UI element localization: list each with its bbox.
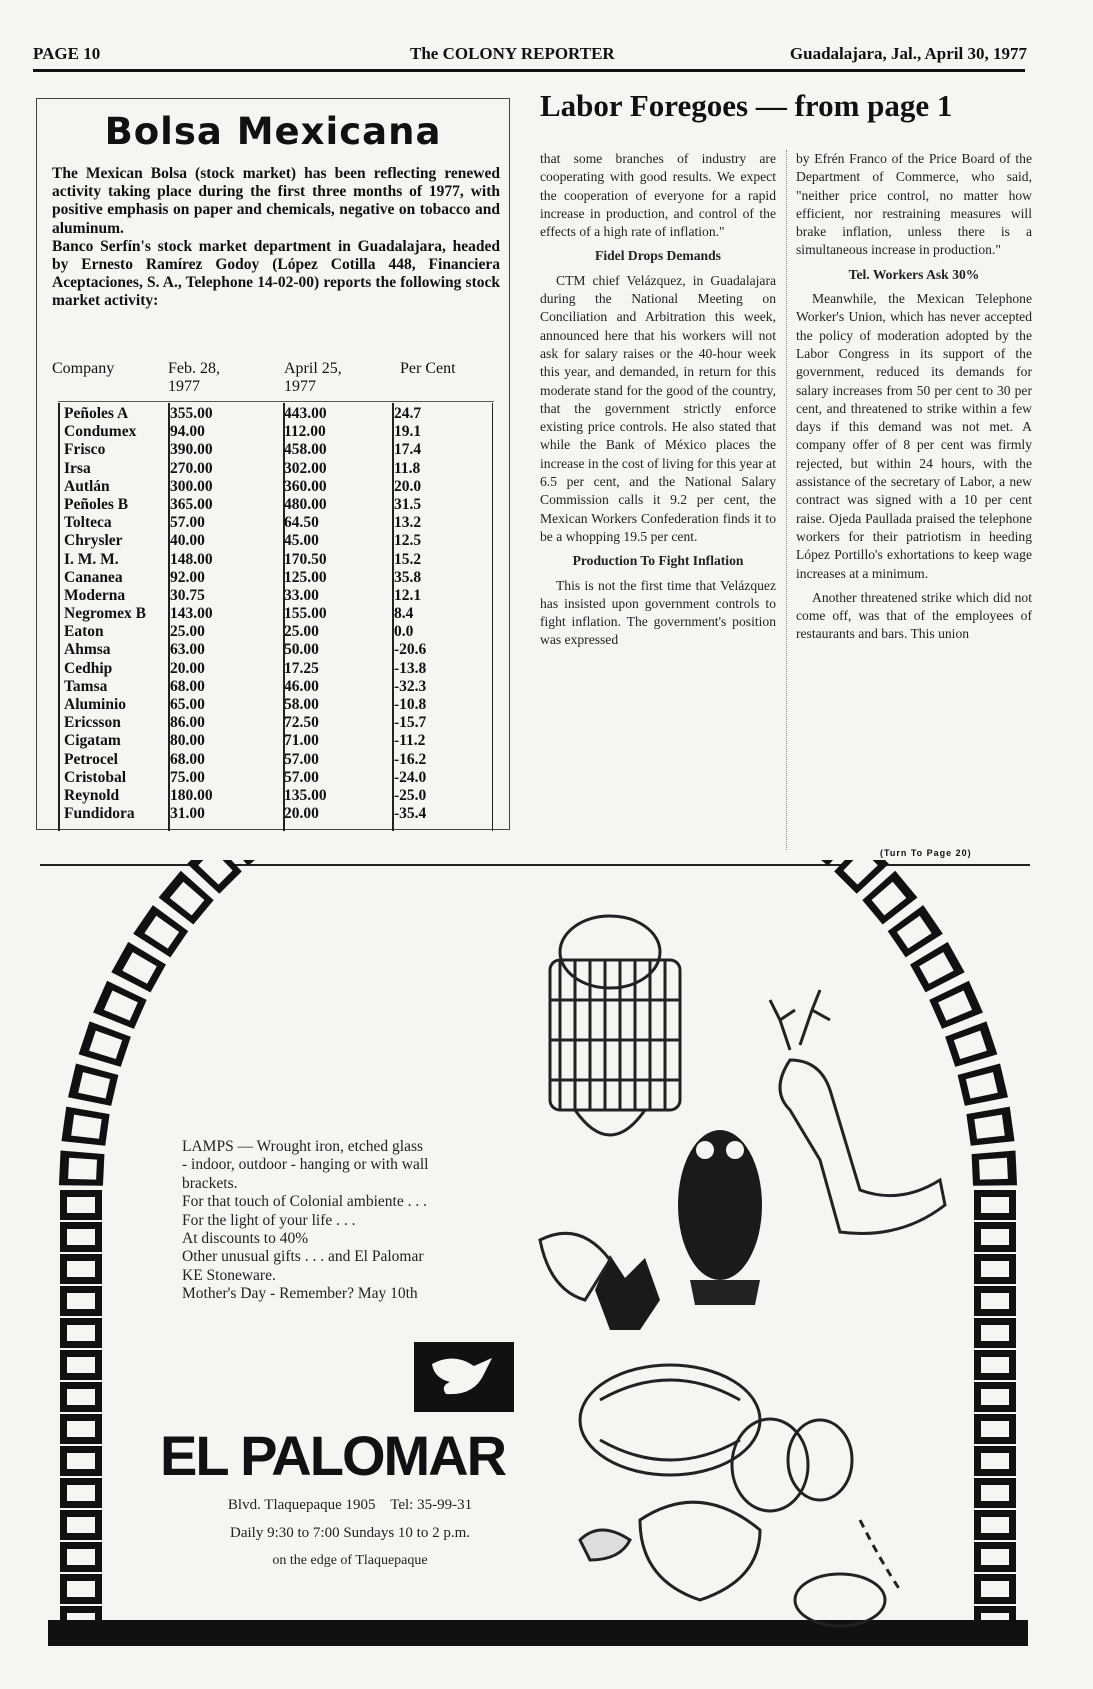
- stock-feb-price: 80.00: [170, 732, 205, 750]
- stock-company: Condumex: [64, 423, 137, 441]
- ad-copy-line: LAMPS — Wrought iron, etched glass: [182, 1138, 424, 1155]
- stock-april-price: 58.00: [284, 696, 319, 713]
- stock-percent-change: 11.8: [394, 459, 421, 477]
- arch-brick: [67, 1389, 95, 1405]
- owl-figurine-illustration: [678, 1130, 762, 1305]
- column-divider: [786, 150, 787, 850]
- arch-brick: [67, 1261, 95, 1277]
- stock-company: Cigatam: [64, 732, 121, 750]
- stock-row: [58, 551, 498, 569]
- arch-brick: [981, 1453, 1009, 1469]
- stock-row: [58, 569, 498, 587]
- stock-row: [58, 623, 498, 641]
- stock-percent-change: 17.4: [394, 441, 422, 459]
- stock-row: [58, 478, 498, 496]
- article-column-2: [796, 150, 1032, 650]
- stock-april-price: 57.00: [284, 750, 319, 768]
- stock-april-price: 72.50: [284, 714, 319, 732]
- stock-company: Frisco: [64, 441, 106, 459]
- stock-company: Tamsa: [64, 677, 108, 695]
- newspaper-name: The COLONY REPORTER: [410, 44, 615, 63]
- arch-brick: [981, 1357, 1009, 1373]
- stock-april-price: 71.00: [284, 732, 319, 750]
- stock-company: Ericsson: [64, 714, 121, 732]
- ad-copy-line: Mother's Day - Remember? May 10th: [182, 1285, 418, 1303]
- bolsa-paragraph-2: Banco Serfín's stock market department in Guadalajara, headed by Ernesto Ramírez Godoy (López Cotilla 448, Financiera Aceptaciones, S. A., Telephone 14-02-00) reports the following stock market activity:: [52, 237, 500, 310]
- masthead-rule: [33, 69, 1025, 72]
- stock-feb-price: 57.00: [170, 514, 205, 532]
- article-paragraph: This is not the first time that Velázquez has insisted upon government controls to fight inflation. The government's position was expressed: [540, 577, 776, 648]
- stock-company: Moderna: [64, 586, 126, 604]
- turn-to-page-note: (Turn To Page 20): [880, 848, 972, 858]
- arch-brick: [981, 1517, 1009, 1533]
- stock-percent-change: -16.2: [394, 750, 427, 768]
- ad-copy-line: brackets.: [182, 1174, 238, 1192]
- stock-percent-change: 19.1: [394, 423, 422, 441]
- arch-brick: [68, 1158, 97, 1180]
- arch-brick: [981, 1421, 1009, 1437]
- stock-feb-price: 75.00: [170, 768, 205, 786]
- stock-april-price: 50.00: [284, 641, 319, 659]
- article-paragraph: that some branches of industry are cooperating with good results. We expect the cooperation of everyone for a rapid increase in production, and control of the effects of a high rate of inflation.": [540, 151, 776, 240]
- article-paragraph: by Efrén Franco of the Price Board of the Department of Commerce, who said, "neither price control, no matter how efficient, nor restraining measures will brake inflation, unless there is a simultaneous increase in production.": [796, 151, 1032, 258]
- stock-percent-change: 24.7: [394, 405, 422, 422]
- arch-brick: [979, 1158, 1008, 1180]
- arch-brick: [67, 1357, 95, 1373]
- stock-company: Irsa: [64, 459, 91, 477]
- ad-hours: Daily 9:30 to 7:00 Sundays 10 to 2 p.m.: [230, 1525, 470, 1541]
- stock-percent-change: 0.0: [394, 623, 414, 641]
- article-subhead: Fidel Drops Demands: [595, 248, 721, 264]
- pottery-illustration: [580, 1365, 900, 1626]
- stock-row: [58, 696, 498, 714]
- stock-percent-change: 31.5: [394, 495, 422, 513]
- article-paragraph: Another threatened strike which did not come off, was that of the employees of restaurants and bars. This union: [796, 589, 1032, 642]
- stock-april-price: 17.25: [284, 659, 319, 677]
- stock-company: Cedhip: [64, 659, 113, 677]
- ad-copy-line: KE Stoneware.: [182, 1266, 276, 1284]
- dove-logo-icon: [414, 1342, 514, 1412]
- column-header-feb: Feb. 28, 1977: [168, 360, 220, 395]
- article-subhead: Tel. Workers Ask 30%: [848, 266, 980, 282]
- arch-brick: [981, 1261, 1009, 1277]
- arch-brick: [981, 1229, 1009, 1245]
- ad-copy-line: For the light of your life . . .: [182, 1211, 356, 1229]
- stock-row: [58, 805, 498, 823]
- stock-april-price: 64.50: [284, 514, 319, 532]
- ad-copy-line: Other unusual gifts . . . and El Palomar: [182, 1248, 424, 1266]
- stock-april-price: 135.00: [284, 786, 327, 804]
- stock-company: Cananea: [64, 568, 123, 586]
- stock-percent-change: 8.4: [394, 605, 414, 623]
- stock-percent-change: -24.0: [394, 768, 427, 786]
- stock-april-price: 45.00: [284, 532, 319, 550]
- arch-brick: [67, 1453, 95, 1469]
- stock-percent-change: -32.3: [394, 677, 427, 695]
- stock-april-price: 480.00: [284, 495, 327, 513]
- stock-company: Peñoles A: [64, 405, 129, 422]
- stock-company: Autlán: [64, 477, 110, 495]
- stock-row: [58, 514, 498, 532]
- stock-row: [58, 678, 498, 696]
- arch-brick: [67, 1293, 95, 1309]
- stock-row: [58, 496, 498, 514]
- ad-address: Blvd. Tlaquepaque 1905 Tel: 35-99-31: [227, 1497, 473, 1513]
- stock-company: Peñoles B: [64, 495, 129, 513]
- stock-april-price: 125.00: [284, 568, 327, 586]
- labor-headline: Labor Foregoes — from page 1: [540, 88, 953, 123]
- stock-feb-price: 92.00: [170, 568, 205, 586]
- lantern-illustration: [550, 916, 680, 1135]
- stock-table: [58, 405, 498, 823]
- arch-brick: [67, 1549, 95, 1565]
- table-top-rule: [58, 401, 494, 402]
- stock-row: [58, 787, 498, 805]
- stock-feb-price: 180.00: [170, 786, 213, 804]
- stock-feb-price: 30.75: [170, 586, 205, 604]
- stock-percent-change: -25.0: [394, 786, 427, 804]
- arch-brick: [67, 1325, 95, 1341]
- stock-percent-change: 12.1: [394, 586, 422, 604]
- stock-company: Tolteca: [64, 514, 112, 532]
- stock-row: [58, 660, 498, 678]
- stock-company: I. M. M.: [64, 550, 119, 568]
- arch-brick: [67, 1197, 95, 1213]
- stock-row: [58, 769, 498, 787]
- stock-feb-price: 65.00: [170, 696, 205, 713]
- stock-april-price: 33.00: [284, 586, 319, 604]
- column-header-april: April 25, 1977: [284, 360, 342, 395]
- stock-row: [58, 605, 498, 623]
- deer-figurine-illustration: [770, 990, 945, 1233]
- article-subhead: Production To Fight Inflation: [572, 553, 744, 569]
- arch-brick: [981, 1197, 1009, 1213]
- stock-feb-price: 68.00: [170, 750, 205, 768]
- stock-feb-price: 390.00: [170, 441, 213, 459]
- stock-row: [58, 587, 498, 605]
- stock-feb-price: 143.00: [170, 605, 213, 623]
- stock-feb-price: 63.00: [170, 641, 205, 659]
- arch-brick: [981, 1325, 1009, 1341]
- column-header-company: Company: [52, 360, 115, 377]
- stock-feb-price: 270.00: [170, 459, 213, 477]
- stock-company: Petrocel: [64, 750, 118, 768]
- stock-company: Eaton: [64, 623, 104, 641]
- stock-feb-price: 31.00: [170, 805, 205, 823]
- stock-april-price: 302.00: [284, 459, 327, 477]
- cat-figurine-illustration: [540, 1233, 660, 1330]
- stock-feb-price: 40.00: [170, 532, 205, 550]
- stock-percent-change: -20.6: [394, 641, 427, 659]
- stock-feb-price: 20.00: [170, 659, 205, 677]
- stock-april-price: 20.00: [284, 805, 319, 823]
- arch-brick: [67, 1421, 95, 1437]
- arch-brick: [67, 1229, 95, 1245]
- bolsa-intro: [52, 165, 500, 311]
- stock-april-price: 443.00: [284, 405, 327, 422]
- stock-row: [58, 405, 498, 423]
- stock-feb-price: 300.00: [170, 477, 213, 495]
- bolsa-title: Bolsa Mexicana: [104, 110, 442, 153]
- stock-company: Reynold: [64, 786, 120, 804]
- stock-feb-price: 86.00: [170, 714, 205, 732]
- stock-april-price: 170.50: [284, 550, 327, 568]
- stock-percent-change: -35.4: [394, 805, 427, 823]
- stock-row: [58, 641, 498, 659]
- article-paragraph: Meanwhile, the Mexican Telephone Worker's Union, which has never accepted the policy of moderation adopted by the Labor Congress in its support of the government, reduced its demands for salary increases from 50 per cent to 30 per cent, and threatened to strike within a few days if this demand was not met. A company offer of 8 per cent was firmly rejected, but within 24 hours, with the assistance of the secretary of Labor, a new contract was signed with a 10 per cent raise. Ojeda Paullada praised the telephone workers for their patriotism in heeding López Portillo's exhortations to keep wage increases at a minimum.: [796, 291, 1032, 581]
- stock-percent-change: 15.2: [394, 550, 422, 568]
- article-paragraph: CTM chief Velázquez, in Guadalajara during the National Meeting on Conciliation and Arbitration this week, announced here that his workers will not ask for salary raises or the 40-hour week this year, and demanded, in return for this moderate stand for the good of the country, that the government strictly enforce existing price controls. He also stated that while the Bank of México places the increase in the cost of living for this year at 6.5 per cent, and the National Salary Commission calls it 9.2 per cent, the Mexican Workers Confederation finds it to be a whopping 19.5 per cent.: [540, 272, 776, 544]
- stock-row: [58, 423, 498, 441]
- arch-brick: [67, 1581, 95, 1597]
- stock-row: [58, 732, 498, 750]
- stock-company: Fundidora: [64, 805, 135, 823]
- stock-company: Ahmsa: [64, 641, 111, 659]
- stock-company: Negromex B: [64, 605, 146, 623]
- stock-percent-change: -11.2: [394, 732, 426, 750]
- stock-company: Aluminio: [64, 696, 127, 713]
- stock-percent-change: 13.2: [394, 514, 422, 532]
- stock-april-price: 25.00: [284, 623, 319, 641]
- arch-brick: [67, 1485, 95, 1501]
- brand-name: EL PALOMAR: [160, 1424, 506, 1487]
- ad-base-bar: [48, 1620, 1028, 1646]
- stock-april-price: 360.00: [284, 477, 327, 495]
- stock-row: [58, 441, 498, 459]
- ad-location: on the edge of Tlaquepaque: [272, 1553, 428, 1568]
- stock-april-price: 57.00: [284, 768, 319, 786]
- stock-percent-change: -10.8: [394, 696, 427, 713]
- stock-row: [58, 460, 498, 478]
- bolsa-paragraph-1: The Mexican Bolsa (stock market) has been reflecting renewed activity taking place during the first three months of 1977, with positive emphasis on paper and chemicals, negative on tobacco and aluminum.: [52, 165, 500, 237]
- stock-april-price: 46.00: [284, 677, 319, 695]
- stock-percent-change: -13.8: [394, 659, 427, 677]
- stock-percent-change: -15.7: [394, 714, 427, 732]
- ad-copy: [182, 1138, 532, 1304]
- stock-company: Chrysler: [64, 532, 123, 550]
- stock-feb-price: 355.00: [170, 405, 213, 422]
- stock-percent-change: 20.0: [394, 477, 422, 495]
- stock-feb-price: 25.00: [170, 623, 205, 641]
- stock-percent-change: 12.5: [394, 532, 422, 550]
- arch-brick: [981, 1485, 1009, 1501]
- column-header-percent: Per Cent: [400, 360, 456, 377]
- stock-april-price: 155.00: [284, 605, 327, 623]
- stock-april-price: 458.00: [284, 441, 327, 459]
- stock-feb-price: 148.00: [170, 550, 213, 568]
- arch-brick: [981, 1581, 1009, 1597]
- ad-copy-line: At discounts to 40%: [182, 1230, 309, 1248]
- arch-brick: [981, 1549, 1009, 1565]
- stock-feb-price: 365.00: [170, 495, 213, 513]
- stock-row: [58, 714, 498, 732]
- arch-brick: [981, 1389, 1009, 1405]
- arch-brick: [67, 1517, 95, 1533]
- stock-row: [58, 532, 498, 550]
- arch-brick: [981, 1293, 1009, 1309]
- stock-company: Cristobal: [64, 768, 126, 786]
- stock-percent-change: 35.8: [394, 568, 422, 586]
- ad-copy-line: For that touch of Colonial ambiente . . .: [182, 1193, 427, 1211]
- page-number: PAGE 10: [33, 44, 101, 63]
- ad-copy-line: - indoor, outdoor - hanging or with wall: [182, 1156, 429, 1174]
- stock-feb-price: 68.00: [170, 677, 205, 695]
- article-column-1: [540, 150, 776, 656]
- dateline: Guadalajara, Jal., April 30, 1977: [789, 44, 1027, 63]
- stock-feb-price: 94.00: [170, 423, 205, 441]
- stock-row: [58, 751, 498, 769]
- stock-april-price: 112.00: [284, 423, 326, 441]
